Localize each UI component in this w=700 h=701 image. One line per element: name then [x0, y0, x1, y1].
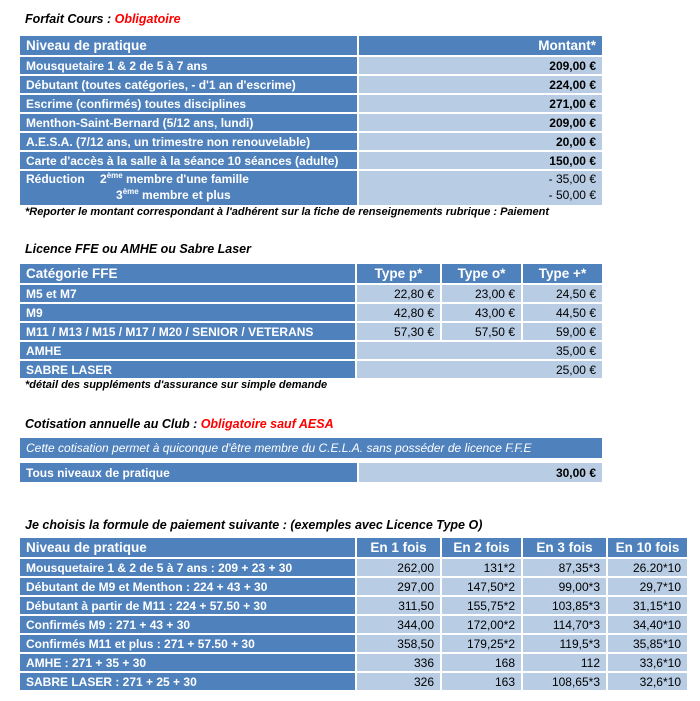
forfait-row-amount: 20,00 € — [359, 133, 602, 150]
paiement-row-f3: 103,85*3 — [523, 597, 606, 614]
licence-header-type-o: Type o* — [442, 264, 521, 283]
cotisation-info: Cette cotisation permet à quiconque d'être membre du C.E.L.A. sans posséder de licence F.F.E — [20, 438, 602, 458]
forfait-title-required: Obligatoire — [114, 12, 181, 26]
reduction-line2-amount: - 50,00 € — [548, 188, 596, 202]
paiement-row-f1: 344,00 — [357, 616, 440, 633]
licence-row-p: 42,80 € — [357, 304, 440, 321]
paiement-row-label: AMHE : 271 + 35 + 30 — [20, 654, 355, 671]
forfait-title-text: Forfait Cours : — [25, 12, 115, 26]
paiement-header-f3: En 3 fois — [523, 538, 606, 557]
paiement-row-label: Mousquetaire 1 & 2 de 5 à 7 ans : 209 + 23 + 30 — [20, 559, 355, 576]
paiement-row-f2: 155,75*2 — [442, 597, 521, 614]
reduction-line1-text: membre d'une famille — [122, 172, 249, 186]
forfait-row-amount: 271,00 € — [359, 95, 602, 112]
paiement-row-f1: 326 — [357, 673, 440, 690]
licence-note: *détail des suppléments d'assurance sur simple demande — [25, 379, 328, 391]
reduction-label: Réduction — [26, 172, 85, 186]
paiement-row-f3: 99,00*3 — [523, 578, 606, 595]
paiement-row-label: Confirmés M9 : 271 + 43 + 30 — [20, 616, 355, 633]
licence-sabre-amount: 25,00 € — [357, 361, 602, 378]
paiement-row-f2: 168 — [442, 654, 521, 671]
licence-amhe-amount: 35,00 € — [357, 342, 602, 359]
reduction-line1-num: 2 — [100, 172, 107, 186]
forfait-title — [25, 12, 181, 26]
cotisation-title-required: Obligatoire sauf AESA — [200, 417, 334, 431]
paiement-row-f10: 35,85*10 — [608, 635, 687, 652]
licence-header-type-p: Type p* — [357, 264, 440, 283]
paiement-row-f10: 32,6*10 — [608, 673, 687, 690]
cotisation-row-amount: 30,00 € — [359, 463, 602, 482]
paiement-title: Je choisis la formule de paiement suivante : (exemples avec Licence Type O) — [25, 518, 483, 532]
forfait-reduction-cell — [20, 171, 357, 205]
paiement-row-f2: 147,50*2 — [442, 578, 521, 595]
reduction-line1-sup: ème — [106, 171, 123, 180]
forfait-row-label: Menthon-Saint-Bernard (5/12 ans, lundi) — [20, 114, 357, 131]
paiement-row-f1: 336 — [357, 654, 440, 671]
paiement-header-level: Niveau de pratique — [20, 538, 355, 557]
licence-header-category: Catégorie FFE — [20, 264, 355, 283]
paiement-header-f1: En 1 fois — [357, 538, 440, 557]
cotisation-row-label: Tous niveaux de pratique — [20, 463, 357, 482]
paiement-row-f10: 26.20*10 — [608, 559, 687, 576]
forfait-note: *Reporter le montant correspondant à l'adhérent sur la fiche de renseignements rubrique : Paiement — [25, 206, 550, 218]
forfait-header-level: Niveau de pratique — [20, 36, 357, 55]
forfait-row-amount: 224,00 € — [359, 76, 602, 93]
paiement-row-f10: 31,15*10 — [608, 597, 687, 614]
licence-row-plus: 24,50 € — [523, 285, 602, 302]
paiement-row-f1: 297,00 — [357, 578, 440, 595]
forfait-row-label: Débutant (toutes catégories, - d'1 an d'escrime) — [20, 76, 357, 93]
paiement-row-f1: 311,50 — [357, 597, 440, 614]
paiement-row-label: Confirmés M11 et plus : 271 + 57.50 + 30 — [20, 635, 355, 652]
forfait-row-amount: 209,00 € — [359, 57, 602, 74]
paiement-row-label: SABRE LASER : 271 + 25 + 30 — [20, 673, 355, 690]
paiement-header-f10: En 10 fois — [608, 538, 687, 557]
paiement-row-f10: 34,40*10 — [608, 616, 687, 633]
paiement-row-f3: 108,65*3 — [523, 673, 606, 690]
reduction-line2-num: 3 — [116, 188, 123, 202]
paiement-row-label: Débutant à partir de M11 : 224 + 57.50 + 30 — [20, 597, 355, 614]
forfait-row-amount: 150,00 € — [359, 152, 602, 169]
licence-row-p: 57,30 € — [357, 323, 440, 340]
paiement-row-f1: 358,50 — [357, 635, 440, 652]
forfait-row-amount: 209,00 € — [359, 114, 602, 131]
paiement-row-f10: 29,7*10 — [608, 578, 687, 595]
licence-row-o: 23,00 € — [442, 285, 521, 302]
forfait-row-label: A.E.S.A. (7/12 ans, un trimestre non renouvelable) — [20, 133, 357, 150]
reduction-line2-sup: ème — [122, 187, 139, 196]
licence-sabre-label: SABRE LASER — [20, 361, 355, 378]
paiement-row-f2: 179,25*2 — [442, 635, 521, 652]
licence-row-o: 57,50 € — [442, 323, 521, 340]
paiement-row-f2: 172,00*2 — [442, 616, 521, 633]
paiement-row-f3: 119,5*3 — [523, 635, 606, 652]
licence-header-type-plus: Type +* — [523, 264, 602, 283]
paiement-row-f3: 112 — [523, 654, 606, 671]
forfait-header-amount: Montant* — [359, 36, 602, 55]
forfait-row-label: Escrime (confirmés) toutes disciplines — [20, 95, 357, 112]
paiement-row-label: Débutant de M9 et Menthon : 224 + 43 + 30 — [20, 578, 355, 595]
paiement-row-f3: 114,70*3 — [523, 616, 606, 633]
reduction-line1-amount: - 35,00 € — [548, 172, 596, 186]
licence-row-label: M11 / M13 / M15 / M17 / M20 / SENIOR / VETERANS — [20, 323, 355, 340]
licence-row-plus: 59,00 € — [523, 323, 602, 340]
licence-row-o: 43,00 € — [442, 304, 521, 321]
paiement-row-f1: 262,00 — [357, 559, 440, 576]
licence-row-label: M9 — [20, 304, 355, 321]
licence-title: Licence FFE ou AMHE ou Sabre Laser — [25, 242, 251, 256]
forfait-row-label: Mousquetaire 1 & 2 de 5 à 7 ans — [20, 57, 357, 74]
paiement-row-f3: 87,35*3 — [523, 559, 606, 576]
reduction-line2-text: membre et plus — [138, 188, 231, 202]
licence-row-label: M5 et M7 — [20, 285, 355, 302]
paiement-row-f2: 131*2 — [442, 559, 521, 576]
licence-row-p: 22,80 € — [357, 285, 440, 302]
cotisation-title — [25, 417, 334, 431]
paiement-row-f2: 163 — [442, 673, 521, 690]
cotisation-title-text: Cotisation annuelle au Club : — [25, 417, 201, 431]
paiement-row-f10: 33,6*10 — [608, 654, 687, 671]
paiement-header-f2: En 2 fois — [442, 538, 521, 557]
licence-amhe-label: AMHE — [20, 342, 355, 359]
licence-row-plus: 44,50 € — [523, 304, 602, 321]
forfait-reduction-amounts — [359, 171, 602, 205]
forfait-row-label: Carte d'accès à la salle à la séance 10 séances (adulte) — [20, 152, 357, 169]
